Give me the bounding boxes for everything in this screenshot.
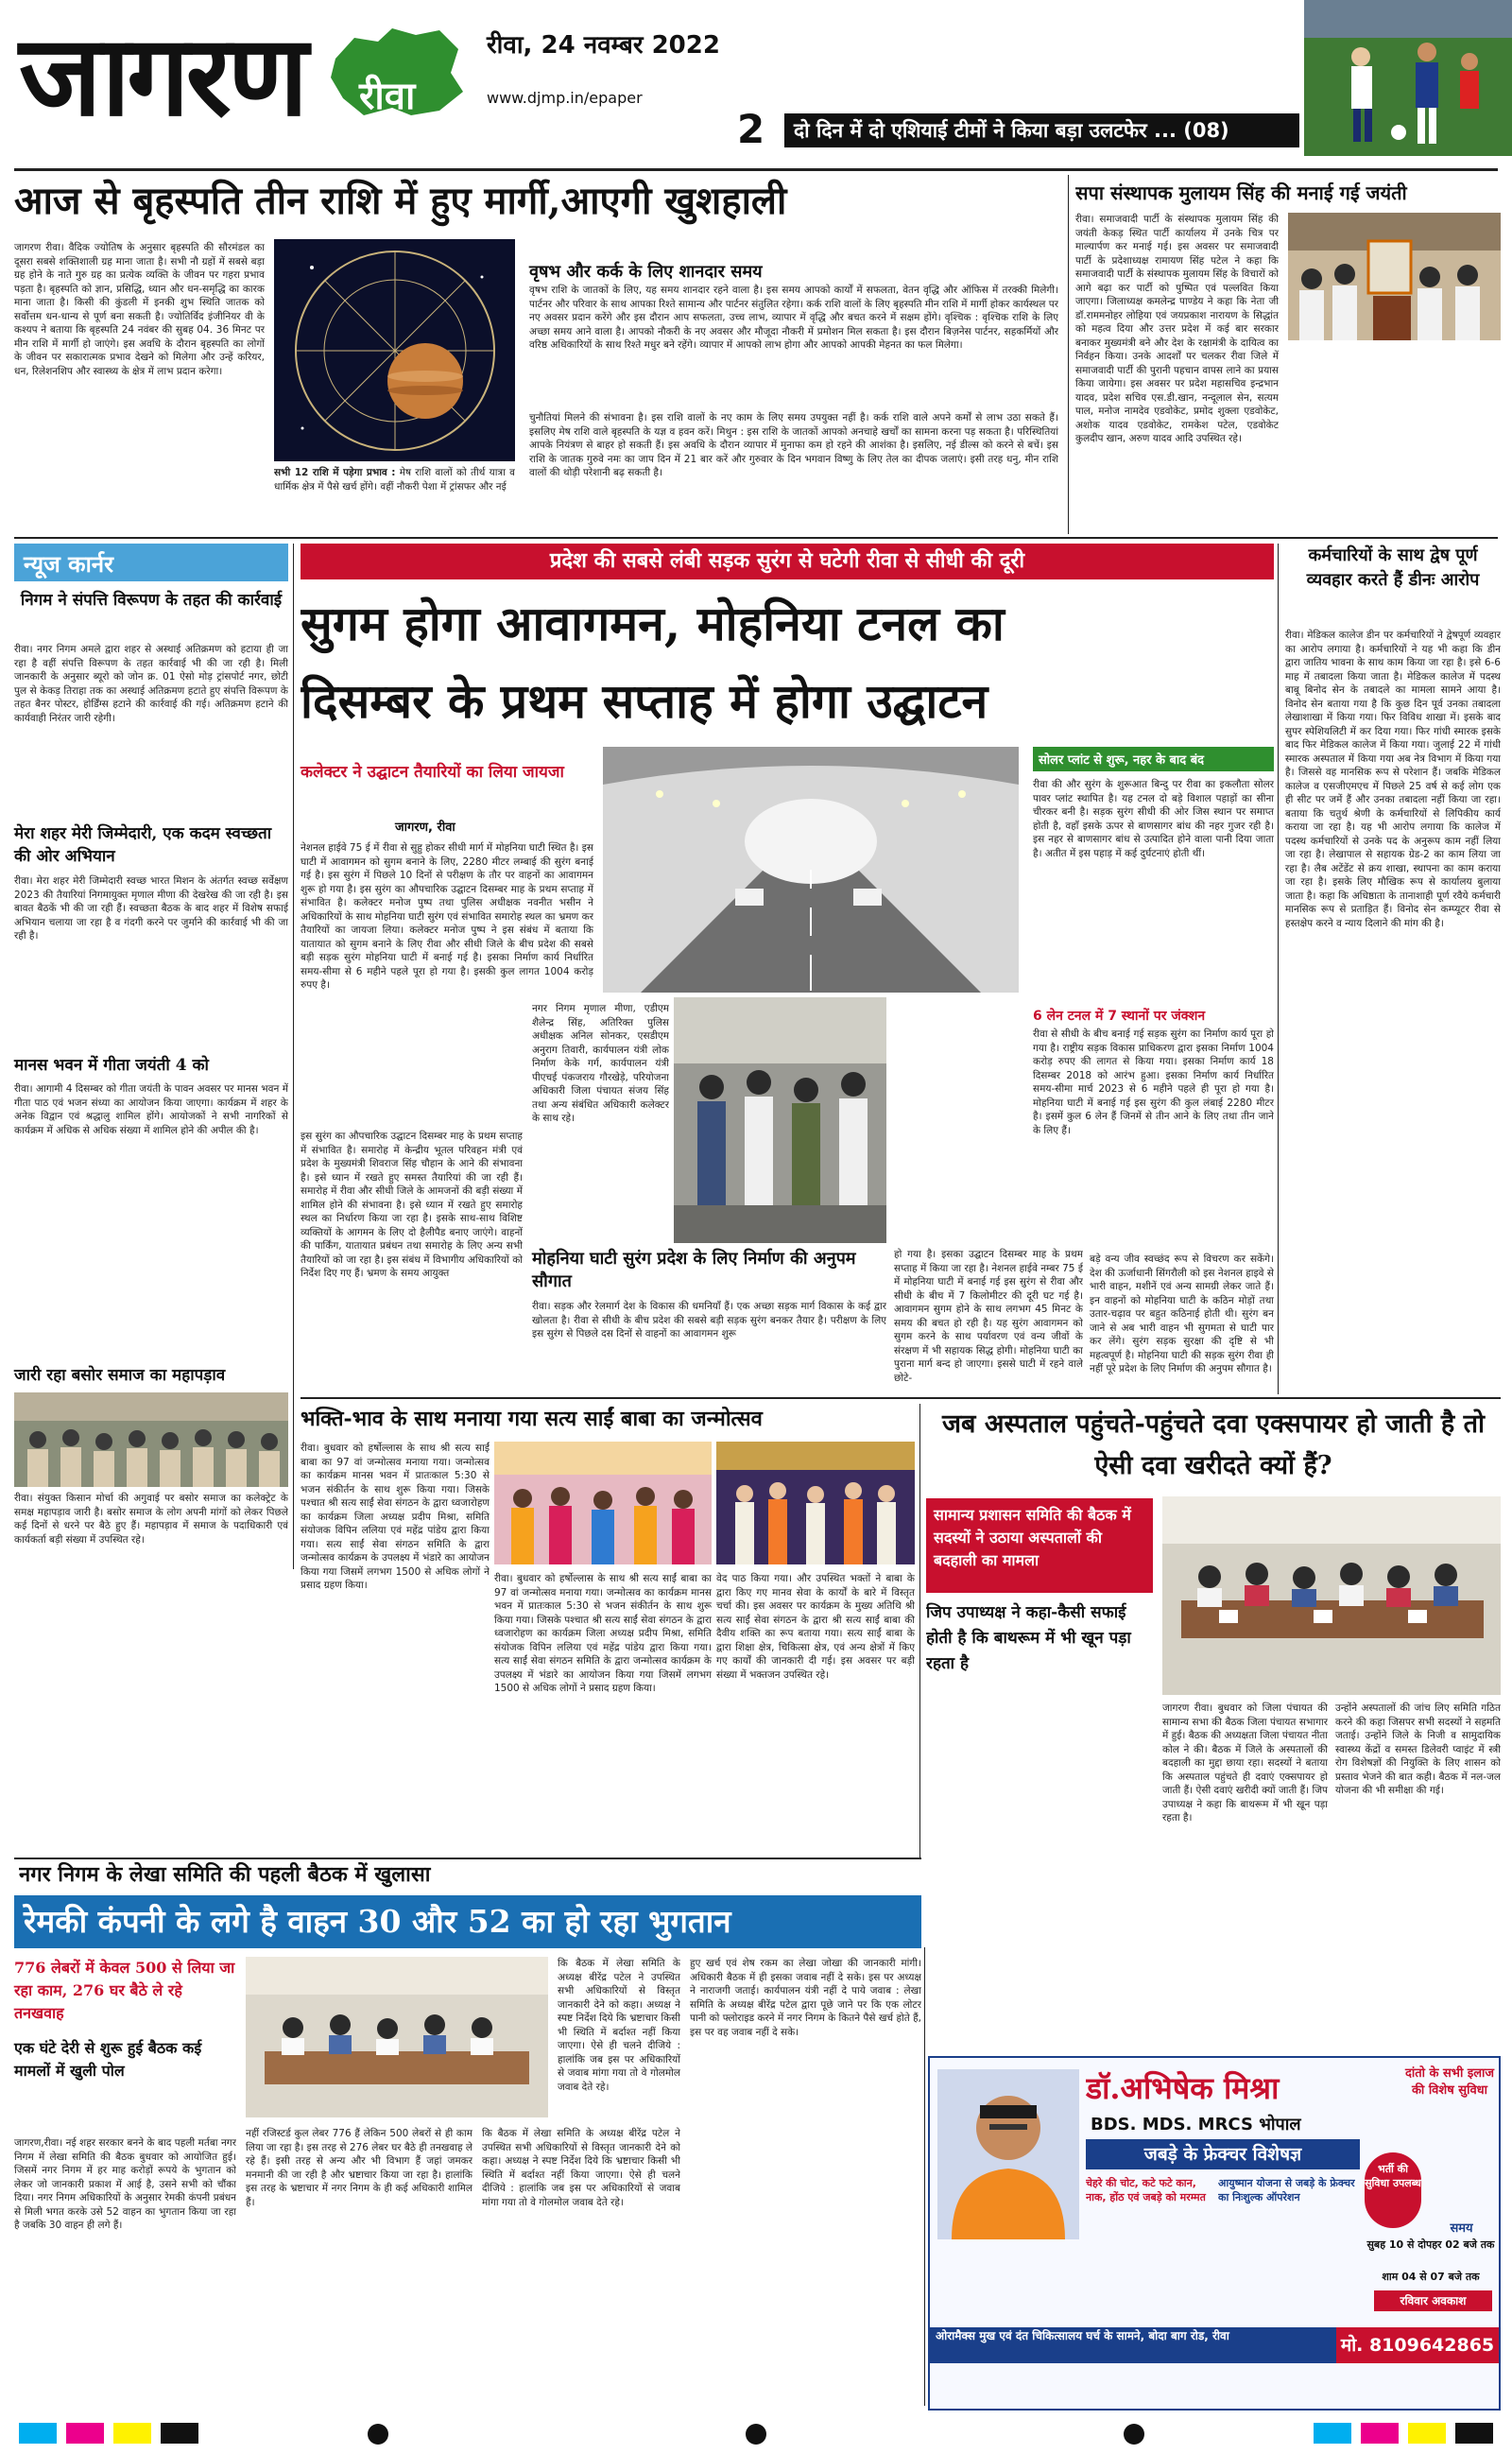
story-medicine-col2: उन्होंने अस्पतालों की जांच लिए समिति गठित करने की कहा जिसपर सभी सदस्यों ने सहमति जताई। उन्होंने जिले के निजी व सामुदायिक स्वास्थ्य केंद्रों व समस्त डिलेवरी प्वाइंट में स्त्री रोग विशेषज्ञों की नियुक्ति के लिए शासन को प्रस्ताव भेजने की बात कही। बैठक में नल-जल योजना की भी समीक्षा की गई। xyxy=(1335,1702,1501,1796)
news-item-text: रीवा। नगर निगम अमले द्वारा शहर से अस्थाई अतिक्रमण को हटाया ही जा रहा है वहीं संपत्ति विरूपण के तहत कार्रवाई भी की जा रही है। मिली जानकारी के अनुसार ब्यूरो को जोन क्र. 01 ऐसो मोड़ ट्रांसपोर्ट नगर, छोटी पुल से केकड़ तिराहा तक का अस्थाई अतिक्रमण हटाते हुए संपत्ति विरूपण के तहत बैनर पोस्टर, होर्डिंग्स हटाने की कार्रवाई की गई। अतिक्रमण हटाने की कार्यवाही निरंतर जारी रहेगी। xyxy=(14,644,288,724)
story-tunnel-headline: सुगम होगा आवागमन, मोहनिया टनल का दिसम्बर के प्रथम सप्ताह में होगा उद्घाटन xyxy=(301,596,1005,729)
news-corner-title: न्यूज कार्नर xyxy=(14,544,288,581)
ad-line2: आयुष्मान योजना से जबड़े के फ्रेक्चर का निःशुल्क ऑपरेशन xyxy=(1218,2177,1355,2203)
story-tunnel-col4: हो गया है। इसका उद्घाटन दिसम्बर माह के प्रथम सप्ताह में किया जा रहा है। नेशनल हाईवे नम्बर 75 ई में मोहनिया घाटी में बनाई गई इस सुरंग से रीवा और सीधी के बीच में 7 किलोमीटर की दूरी घट गई है। आवागमन सुगम होने के साथ लगभग 45 मिनट के समय की बचत हो रही है। यह सुरंग आवागमन को सुगम करने के साथ पर्यावरण एवं वन्य जीवों के संरक्षण में भी सहायक सिद्ध होगी। मोहनिया घाटी का पुराना मार्ग बन्द हो जाएगा। इससे घाटी में रहने वाले छोटे- xyxy=(894,1249,1083,1384)
story-nigam-kicker: नगर निगम के लेखा समिति की पहली बैठक में खुलासा xyxy=(19,1862,431,1887)
caption-label: सभी 12 राशि में पड़ेगा प्रभाव : xyxy=(274,467,396,478)
story-tunnel-byline: जागरण, रीवा xyxy=(395,821,455,835)
story-medicine-col1: जागरण रीवा। बुधवार को जिला पंचायत की सामान्य सभा की बैठक जिला पंचायत सभागार में हुई। बैठक की अध्यक्षता जिला पंचायत नीता कोल ने की। बैठक में जिले के अस्पतालों की बदहाली का मुद्दा छाया रहा। सदस्यों ने बताया कि अस्पताल पहुंचते ही दवाएं एक्सपायर हो जाती हैं। ऐसी दवाएं खरीदी क्यों जाती हैं। जिप उपाध्यक्ष ने कहा कि बाथरूम में भी खून पड़ा रहता है। xyxy=(1162,1702,1328,1823)
story-tunnel-col3: नगर निगम मृणाल मीणा, एडीएम शैलेन्द्र सिंह, अतिरिक्त पुलिस अधीक्षक अनिल सोनकर, एसडीएम अनुराग तिवारी, कार्यपालन यंत्री लोक निर्माण केके गर्ग, कार्यपालन यंत्री पीएचई पंकजराय गौरखेड़े, परियोजना अधिकारी जिला पंचायत संजय सिंह तथा अन्य संबंधित अधिकारी कलेक्टर के साथ रहे। xyxy=(532,1003,669,1124)
story-jupiter-headline: आज से बृहस्पति तीन राशि में हुए मार्गी,आएगी खुशहाली xyxy=(14,179,787,223)
story-mulayam xyxy=(1075,175,1501,534)
nigam-meeting-photo xyxy=(246,1957,548,2117)
news-item-headline: जारी रहा बसोर समाज का महापड़ाव xyxy=(14,1366,226,1385)
story-jupiter xyxy=(14,175,1063,534)
story-medicine-kicker: सामान्य प्रशासन समिति की बैठक में सदस्यों ने उठाया अस्पतालों की बदहाली का मामला xyxy=(926,1498,1153,1593)
story-tunnel-col1b: इस सुरंग का औपचारिक उद्घाटन दिसम्बर माह के प्रथम सप्ताह में संभावित है। समारोह में केन्द्रीय भूतल परिवहन मंत्री एवं प्रदेश के मुख्यमंत्री शिवराज सिंह चौहान के आने की संभावना है। इसे ध्यान में रखते हुए समस्त तैयारियां की जा रही हैं। समारोह में रीवा और सीधी जिले के आमजनों की बड़ी संख्या में शामिल होने की संभावना है। इसे ध्यान में रखते हुए समारोह स्थल का निर्धारण किया जा रहा है। इसके साथ-साथ विशिष्ट व्यक्तियों के आगमन के लिए दो हैलीपैड बनाए जाएंगे। वाहनों की पार्किंग, यातायात प्रबंधन तथा समारोह के लिए अन्य सभी तैयारियों को जा रहा है। इस संबंध में विभागीय अधिकारियों को निर्देश दिए गए हैं। भ्रमण के समय आयुक्त xyxy=(301,1131,523,1279)
story-nigam xyxy=(14,1853,921,2406)
story-nigam-col4: हुए खर्च एवं शेष रकम का लेखा जोखा की जानकारी मांगी। अधिकारी बैठक में ही इसका जवाब नहीं दे सके। इस पर अध्यक्ष ने नाराजगी जताई। कार्यपालन यंत्री नहीं दे पाये जवाब : लेखा समिति के अध्यक्ष बीरेंद्र पटेल द्वारा पूछे जाने पर कि एक लोटर पानी को फ्लोराइड करने में नगर निगम के कितने पैसे खर्च होते हैं, इस पर वह जवाब नहीं दे सके। xyxy=(690,1958,921,2038)
story-saibaba-col1: रीवा। बुधवार को हर्षोल्लास के साथ श्री सत्य साईं बाबा का 97 वां जन्मोत्सव मनाया गया। जन्मोत्सव का कार्यक्रम मानस भवन में प्रातःकाल 5:30 से भजन संकीर्तन के साथ शुरू किया गया। जिसके पश्चात श्री सत्य साईं सेवा संगठन के द्वारा ध्वजारोहण का कार्यक्रम जिला अध्यक्ष प्रदीप मिश्रा, समिति संयोजक विपिन ललिया एवं महेंद्र पांडेय द्वारा किया गया। सत्य साईं सेवा संगठन समिति के द्वारा जन्मोत्सव कार्यक्रम के उपलक्ष्य में भंडारे का आयोजन किया गया जिसमें लगभग 1500 से अधिक लोगों ने प्रसाद ग्रहण किया। xyxy=(301,1443,490,1591)
story-mulayam-headline: सपा संस्थापक मुलायम सिंह की मनाई गई जयंती xyxy=(1075,181,1407,204)
story-nigam-col1: जागरण,रीवा। नई शहर सरकार बनने के बाद पहली मर्तबा नगर निगम में लेखा समिति की बैठक बुधवार को आयोजित हुई। जिसमें नगर निगम में हर माह करोड़ों रूपये के भुगतान को लेकर जो जानकारी प्रकाश में आई है, उसने सभी को चौंका दिया। नगर निगम अधिकारियों के अनुसार रेमकी कंपनी प्रबंधन से मिली भगत करके उसे 52 वाहन का भुगतान किया जा रहा है जबकि 30 वाहन ही लगे हैं। xyxy=(14,2137,236,2231)
story-mulayam-text: रीवा। समाजवादी पार्टी के संस्थापक मुलायम सिंह की जयंती केकड़ स्थित पार्टी कार्यालय में उनके चित्र पर माल्यार्पण कर मनाई गई। इस अवसर पर समाजवादी पार्टी के प्रदेशाध्यक्ष रामायण सिंह पटेल ने कहा कि समाजवादी पार्टी के संस्थापक मुलायम सिंह के विचारों को आगे बढ़ा कर पार्टी को पुष्पित एवं पल्लवित किया जाएगा। जिलाध्यक्ष कमलेन्द्र पाण्डेय ने कहा कि नेता जी डॉ.राममनोहर लोहिया एवं जयप्रकाश नारायण के सिद्धांत को महत्व दिया और उत्तर प्रदेश में कई बार सरकार बनाकर मुख्यमंत्री बने और देश के रक्षामंत्री के दायित्व का निर्वहन किया। उनके आदर्शों पर चलकर रीवा जिले में समाजवादी पार्टी की पुरानी पहचान वापस लाने का प्रयास किया जायेगा। इस अवसर पर प्रदेश महासचिव इन्द्रभान यादव, प्रदेश सचिव एस.डी.खान, नन्दूलाल सेन, सत्यम पाल, मनोज नामदेव एडवोकेट, प्रमोद शुक्ला एडवोकेट, अशोक यादव एडवोकेट, रामकेश पटेल, एडवोकेट कुलदीप खान, अरुण यादव आदि उपस्थित रहे। xyxy=(1075,214,1279,444)
zodiac-photo xyxy=(274,239,515,461)
ad-sunday: रविवार अवकाश xyxy=(1374,2290,1492,2311)
story-nigam-sub: एक घंटे देरी से शुरू हुई बैठक कई मामलों में खुली पोल xyxy=(14,2039,202,2080)
story-saibaba-headline: भक्ति-भाव के साथ मनाया गया सत्य साईं बाबा का जन्मोत्सव xyxy=(301,1407,763,1431)
column-rule xyxy=(1068,175,1069,534)
brand-logo: जागरण xyxy=(19,9,305,141)
ad-specialty: जबड़े के फ्रेक्चर विशेषज्ञ xyxy=(1086,2139,1360,2169)
story-dean-text: रीवा। मेडिकल कालेज डीन पर कर्मचारियों ने द्वेषपूर्ण व्यवहार का आरोप लगाया है। कर्मचारियों ने यह भी कहा कि डीन द्वारा जातिय भावना के साथ काम किया जा रहा है। इसे 6-6 माह में तबादला किया जाता है। मेडिकल कालेज में पदस्थ बाबू बिनोद सेन के तबादले का मामला सामने आया है। विनोद सेन बताया गया है कि कुछ दिन पूर्व उनका तबादला लेखाशाखा में किया गया। फिर विविध शाखा में। इसके बाद सुपर स्पेशियलिटी में कर दिया गया। फिर गांधी स्मारक इसके बाद फिर मेडिकल कालेज में किया गया। जुलाई 22 में गांधी स्मारक अस्पताल में किया गया अब नेत्र विभाग में किया गया है। जिससे वह मानसिक रूप से परेशान हैं। जबकि मेडिकल कालेज व एसजीएमएच में पिछले 25 वर्ष से कई लोग एक ही सीट पर जमें हैं और उनका तबादला नहीं किया जा रहा। बताया कि चतुर्थ श्रेणी के कर्मचारियों से लिपिकीय कार्य कराया जा रहा है। यह भी आरोप लगाया कि कालेज में पदस्थ कर्मचारियों से उनके पद के अनुरूप काम नहीं लिया जा रहा है। लेखापाल से सहायक ग्रेड-2 का काम लिया जा रहा है। लैब अटेंडेंट से क्रय शाखा, स्थापना का काम कराया जा रहा है। इसके लिए मौखिक रूप से कार्यालय बुलाया जाता है। कहा कि अधिष्ठाता के तानाशाही पूर्ण रवैये कर्मचारी मानसिक रूप से प्रताड़ित हैं। विनोद सेन कम्प्यूटर रीवा से हस्तक्षेप करने व न्याय दिलाने की मांग की है। xyxy=(1285,630,1501,929)
story-dean xyxy=(1285,544,1501,1394)
news-corner xyxy=(14,544,288,1569)
story-nigam-headline: रेमकी कंपनी के लगे है वाहन 30 और 52 का हो रहा भुगतान xyxy=(14,1895,921,1948)
story-tunnel-sidebar-title: सोलर प्लांट से शुरू, नहर के बाद बंद xyxy=(1033,747,1274,771)
ad-badge: भर्ती की सुविधा उपलब्ध xyxy=(1365,2152,1421,2228)
story-tunnel-col5: बड़े वन्य जीव स्वच्छंद रूप से विचरण कर सकेंगे। देश की ऊर्जाधानी सिंगरौली को इस नेशनल हाइवे से भारी वाहन, मशीनें एवं अन्य सामग्री लेकर जाते हैं। इन वाहनों को मोहनिया घाटी के कठिन मोड़ों तथा उतार-चढ़ाव पर बहुत कठिनाई होती थी। सुरंग बन जाने से अब भारी वाहन भी सुगमता से घाटी पार कर लेंगे। सुरंग सड़क सुरक्षा की दृष्टि से भी महत्वपूर्ण है। मोहनिया घाटी की सड़क सुरंग रीवा ही नहीं पूरे प्रदेश के लिए निर्माण की अनुपम सौगात है। xyxy=(1090,1253,1274,1374)
story-nigam-col3a: कि बैठक में लेखा समिति के अध्यक्ष बीरेंद्र पटेल ने उपस्थित सभी अधिकारियों से विस्तृत जानकारी देने को कहा। अध्यक्ष ने स्पष्ट निर्देश दिये कि भ्रष्टाचार किसी भी स्थिति में बर्दाश्त नहीं किया जाएगा। ऐसे ही चलने दीजिये : हालांकि जब इस पर अधिकारियों से जवाब मांगा गया तो वे गोलमोल जवाब देते रहे। xyxy=(558,1958,680,2093)
ad-address: ओरामैक्स मुख एवं दंत चिकित्सालय घर्च के सामने, बोदा बाग रोड, रीवा xyxy=(930,2327,1336,2363)
story-tunnel-sidebar-text: रीवा की और सुरंग के शुरूआत बिन्दु पर रीवा का इकलौता सोलर पावर प्लांट स्थापित है। यह टनल दो बड़े विशाल पहाड़ों का सीना चीरकर बनी है। सड़क सुरंग सीधी की ओर जिस स्थान पर समाप्त होती है, वहाँ इसके ऊपर से बाणसागर बांध की नहर गुजर रही है। इस नहर से बाणसागर बांध से उत्पादित होने वाला पानी दिया जाता है। अतीत में इस पहाड़ में कई दुर्घटनाएं होती थीं। xyxy=(1033,779,1274,859)
teaser-bar[interactable]: दो दिन में दो एशियाई टीमों ने किया बड़ा उलटफेर ... (08) xyxy=(784,113,1299,147)
section-rule xyxy=(301,1397,1501,1399)
story-saibaba-col2: रीवा। बुधवार को हर्षोल्लास के साथ श्री सत्य साईं बाबा का 97 वां जन्मोत्सव मनाया गया। जन्मोत्सव का कार्यक्रम मानस भवन में प्रातःकाल 5:30 से भजन संकीर्तन के साथ शुरू किया गया। जिसके पश्चात श्री सत्य साईं सेवा संगठन के द्वारा ध्वजारोहण का कार्यक्रम जिला अध्यक्ष प्रदीप मिश्रा, समिति संयोजक विपिन ललिया एवं महेंद्र पांडेय द्वारा किया गया। सत्य साईं सेवा संगठन समिति के द्वारा जन्मोत्सव कार्यक्रम के उपलक्ष्य में भंडारे का आयोजन किया गया जिसमें लगभग 1500 से अधिक लोगों ने प्रसाद ग्रहण किया। xyxy=(494,1573,712,1694)
story-tunnel-kicker: प्रदेश की सबसे लंबी सड़क सुरंग से घटेगी रीवा से सीधी की दूरी xyxy=(301,544,1274,579)
story-tunnel-sub2: मोहनिया घाटी सुरंग प्रदेश के लिए निर्माण की अनुपम सौगात xyxy=(532,1249,856,1291)
story-tunnel-col1: नेशनल हाईवे 75 ई में रीवा से सुहु होकर सीधी मार्ग में मोहनिया घाटी स्थित है। इस घाटी में आवागमन को सुगम बनाने के लिए, 2280 मीटर लम्बाई की सुरंग बनाई गई है। इस सुरंग में पिछले 10 दिनों से परीक्षण के तौर पर वाहनों का आवागमन शुरू हो गया है। इस सुरंग का औपचारिक उद्घाटन दिसम्बर माह के प्रथम सप्ताह में संभावित है। कलेक्टर मनोज पुष्प तथा पुलिस अधीक्षक नवनीत भसीन ने अधिकारियों के साथ मोहनिया घाटी सुरंग एवं संभावित समारोह स्थल का भ्रमण कर तैयारियों का जायजा लिया। कलेक्टर मनोज पुष्प ने इस संबंध में बताया कि यातायात को सुगम बनाने के लिए रीवा और सीधी जिले के बीच प्रदेश की सबसे बड़ी सड़क सुरंग मोहनिया घाटी में बनाई गई है। इसका निर्माण कार्य निर्धारित समय-सीमा से 6 महीने पहले पूरा हो गया है। इसकी कुल लागत 1004 करोड़ रुपए है। xyxy=(301,842,593,991)
saibaba-event-photo xyxy=(494,1442,712,1564)
news-item-headline: मानस भवन में गीता जयंती 4 को xyxy=(14,1056,209,1075)
ad-right-title: दांतो के सभी इलाज की विशेष सुविधा xyxy=(1404,2066,1495,2098)
football-photo xyxy=(1304,0,1512,156)
saibaba-stage-photo xyxy=(716,1442,915,1564)
section-rule xyxy=(14,537,1498,539)
story-medicine-sub: जिप उपाध्यक्ष ने कहा-कैसी सफाई होती है कि बाथरूम में भी खून पड़ा रहता है xyxy=(926,1603,1131,1673)
column-rule xyxy=(924,1947,925,2406)
column-rule xyxy=(1278,544,1279,1394)
print-registration-strip xyxy=(0,2415,1512,2454)
basor-protest-photo xyxy=(14,1392,288,1487)
story-tunnel-col3b: रीवा। सड़क और रेलमार्ग देश के विकास की धमनियाँ हैं। एक अच्छा सड़क मार्ग विकास के कई द्वार खोलता है। रीवा से सीधी के बीच प्रदेश की सबसे बड़ी सड़क सुरंग बनकर तैयार है। परीक्षण के लिए इस सुरंग से पिछले दस दिनों से वाहनों का आवागमन शुरू xyxy=(532,1301,886,1339)
caption-text: मेष राशि वालों को तीर्थ यात्रा व धार्मिक क्षेत्र में पैसे खर्च होंगे। वहीं नौकरी पेशा में ट्रांसफर और नई xyxy=(274,467,515,493)
ad-phone[interactable]: मो. 8109642865 xyxy=(1336,2327,1499,2363)
story-dean-headline: कर्मचारियों के साथ द्वेष पूर्ण व्यवहार करते हैं डीनः आरोप xyxy=(1306,545,1480,590)
collector-inspection-photo xyxy=(674,997,886,1243)
news-item-text: रीवा। मेरा शहर मेरी जिम्मेदारी स्वच्छ भारत मिशन के अंतर्गत स्वच्छ सर्वेक्षण 2023 की तैयारियां निगमायुक्त मृणाल मीणा की देखरेख की जा रही है। इस बावत बैठकें भी की जा रही हैं। स्वच्छता बैठक के बाद शहर में विशेष सफाई अभियान चलाया जा रहा है व गंदगी करने पर जुर्माने की कार्रवाई भी की जा रही है। xyxy=(14,875,288,942)
column-rule xyxy=(293,544,294,1569)
story-nigam-col2: नहीं रजिस्टर्ड कुल लेबर 776 हैं लेकिन 500 लेबरों से ही काम लिया जा रहा है। इस तरह से 276 लेबर घर बैठे ही तनखवाह ले रहे हैं। इसी तरह से अन्य और भी विभाग हैं जहां जमकर मनमानी की जा रही है और भ्रष्टाचार किया जा रहा है। हालांकि इस तरह के भ्रष्टाचार में नगर निगम के ही कई अधिकारी शामिल हैं। xyxy=(246,2128,472,2208)
story-nigam-col3: कि बैठक में लेखा समिति के अध्यक्ष बीरेंद्र पटेल ने उपस्थित सभी अधिकारियों से विस्तृत जानकारी देने को कहा। अध्यक्ष ने स्पष्ट निर्देश दिये कि भ्रष्टाचार किसी भी स्थिति में बर्दाश्त नहीं किया जाएगा। ऐसे ही चलने दीजिये : हालांकि जब इस पर अधिकारियों से जवाब मांगा गया तो वे गोलमोल जवाब देते रहे। xyxy=(482,2128,680,2208)
ad-doctor-photo xyxy=(937,2069,1079,2239)
ad-line1: चेहरे की चोट, कटे फटे कान, नाक, होंठ एवं जबड़े को मरम्मत xyxy=(1086,2177,1206,2203)
story-tunnel-sub1: कलेक्टर ने उद्घाटन तैयारियों का लिया जायजा xyxy=(301,763,564,782)
news-item-text: रीवा। आगामी 4 दिसम्बर को गीता जयंती के पावन अवसर पर मानस भवन में गीता पाठ एवं भजन संध्या का आयोजन किया जाएगा। कार्यक्रम में शहर के अनेक विद्वान एवं श्रद्धालु शामिल होंगे। आयोजकों ने सभी नागरिकों से कार्यक्रम में अधिक से अधिक संख्या में शामिल होने की अपील की है। xyxy=(14,1083,288,1136)
masthead xyxy=(0,0,1512,170)
ad-degrees: BDS. MDS. MRCS भोपाल xyxy=(1091,2115,1301,2134)
meeting-photo xyxy=(1162,1496,1501,1695)
news-item-headline: मेरा शहर मेरी जिम्मेदारी, एक कदम स्वच्छता की ओर अभियान xyxy=(14,824,272,866)
story-saibaba xyxy=(301,1404,915,1801)
story-jupiter-col3: वृषभ राशि के जातकों के लिए, यह समय शानदार रहने वाला है। इस समय आपको कार्यों में सफलता, वेतन वृद्धि और ऑफिस में तरक्की मिलेगी। पार्टनर और परिवार के साथ आपका रिश्ते सामान्य और पार्टनर संतुलित रहेगा। कर्क राशि वालों के लिए बृहस्पति मीन राशि में मार्गी होकर कार्यस्थल पर नए अवसर प्रदान करेंगे और इस दौरान आप सफलता, उच्च लाभ, व्यापार में वृद्धि और बचत करने में सक्षम होंगे। वृश्चिक : वृश्चिक राशि के लिए अच्छा समय आने वाला है। आपको नौकरी के नए अवसर और मौजूदा नौकरी में प्रमोशन मिल सकता है। इस दौरान बिज़नेस पार्टनर, सहकर्मियों और वरिष्ठ अधिकारियों के साथ रिश्ते मधुर बने रहेंगे। व्यापार में आपको लाभ होगा और आपको आपकी मेहनत का फल मिलेगा। xyxy=(529,285,1058,351)
doctor-advertisement[interactable] xyxy=(928,2056,1501,2411)
tunnel-photo xyxy=(603,747,1019,993)
story-jupiter-caption xyxy=(274,466,515,523)
story-jupiter-col1: जागरण रीवा। वैदिक ज्योतिष के अनुसार बृहस्पति की सौरमंडल का दूसरा सबसे शक्तिशाली ग्रह माना जाता है। सभी नौ ग्रहों में सबसे बड़ा ग्रह होने के नाते गुरु ग्रह का प्रत्येक व्यक्ति के जीवन पर गहरा प्रभाव पड़ता है। बृहस्पति को ज्ञान, प्रसिद्धि, ध्यान और धन-समृद्धि का कारक माना जाता है। किसी की कुंडली में इनकी शुभ स्थिति जातक को सर्वोत्तम धन-धान्य से पूर्ण बना सकती है। ज्योतिर्विद इंजीनियर वी के कश्यप ने बताया कि बृहस्पति 24 नवंबर की सुबह 04. 36 मिनट पर मीन राशि में मार्गी हो जाएंगे। इस अवधि के दौरान बृहस्पति का लोगों के जीवन पर सकारात्मक प्रभाव देखने को मिलेगा और उन्हें करियर, धन, रिलेशनशिप और स्वास्थ्य के क्षेत्र में लाभ प्रदान करेगा। xyxy=(14,242,265,377)
news-item-headline: निगम ने संपत्ति विरूपण के तहत की कार्रवाई xyxy=(20,591,283,610)
ad-time1: सुबह 10 से दोपहर 02 बजे तक xyxy=(1366,2238,1495,2251)
mulayam-event-photo xyxy=(1288,213,1501,340)
ad-doctor-name: डॉ.अभिषेक मिश्रा xyxy=(1086,2070,1280,2106)
masthead-rule xyxy=(14,168,1498,171)
story-jupiter-col3b: चुनौतियां मिलने की संभावना है। इस राशि वालों के नए काम के लिए समय उपयुक्त नहीं है। कर्क राशि वाले अपने कर्मों से लाभ उठा सकते हैं। इसलिए मेष राशि वाले बृहस्पति के यज्ञ व हवन करें। मिथुन : इस राशि के जातकों आपको अनचाहे खर्चों का सामना करना पड़ सकता है। परिस्थितियां आपके नियंत्रण से बाहर हो सकती हैं। इस अवधि के दौरान व्यापार में मुनाफा कम हो रहने की आशंका है। इसलिए, नई डील्स को करने से बचें। इस राशि के जातक गुरुवे नमः का जाप दिन में 21 बार करें और गुरुवार के दिन भगवान विष्णु के लिए तेल का दीपक जलाएं। इसी तरह धनु, मीन राशि वालों की थोड़ी परेशानी बढ़ सकती है। xyxy=(529,412,1058,478)
dateline: रीवा, 24 नवम्बर 2022 xyxy=(487,31,720,60)
story-jupiter-subhead: वृषभ और कर्क के लिए शानदार समय xyxy=(529,262,763,282)
epaper-url[interactable]: www.djmp.in/epaper xyxy=(487,89,643,107)
ad-time2: शाम 04 से 07 बजे तक xyxy=(1382,2271,1480,2283)
story-tunnel-sidebar-text2: रीवा से सीधी के बीच बनाई गई सड़क सुरंग का निर्माण कार्य पूरा हो गया है। राष्ट्रीय सड़क विकास प्राधिकरण द्वारा इसका निर्माण 1004 करोड़ रुपए की लागत से किया गया। इसका निर्माण कार्य 18 दिसम्बर 2018 को आरंभ हुआ। इसका निर्माण कार्य निर्धारित समय-सीमा मार्च 2023 से 6 महीने पहले ही पूरा हो गया है। मोहनिया घाटी में बनाई गई इस सुरंग की कुल लंबाई 2280 मीटर है। इसमें कुल 6 लेन हैं जिनमें से तीन आने के लिए तथा तीन जाने के लिए हैं। xyxy=(1033,1028,1274,1136)
story-medicine-headline: जब अस्पताल पहुंचते-पहुंचते दवा एक्सपायर हो जाती है तो ऐसी दवा खरीदते क्यों हैं? xyxy=(942,1409,1485,1480)
ad-time-label: समय xyxy=(1450,2221,1473,2236)
column-rule xyxy=(919,1404,920,1858)
edition-name: रीवा xyxy=(359,74,416,118)
page-number: 2 xyxy=(737,106,765,152)
story-tunnel xyxy=(301,544,1274,1394)
news-item-text: रीवा। संयुक्त किसान मोर्चा की अगुवाई पर बसोर समाज का कलेक्ट्रेट के समक्ष महापड़ाव जारी है। बसोर समाज के लोग अपनी मांगों को लेकर पिछले कई दिनों से धरने पर बैठे हुए हैं। महापड़ाव में समाज के पदाधिकारी एवं कार्यकर्ता बड़ी संख्या में उपस्थित रहे। xyxy=(14,1493,288,1546)
story-saibaba-col3: वेद पाठ किया गया। और उपस्थित भक्तों ने बाबा के द्वारा किए गए मानव सेवा के कार्यों के बारे में विस्तृत चर्चा की। इस अवसर पर कार्यक्रम के मुख्य अतिथि श्री सत्य साईं सेवा संगठन के द्वारा श्री सत्य साईं बाबा की दैवीय शक्ति का रूप बताया गया। सत्य साईं बाबा के द्वारा शिक्षा क्षेत्र, चिकित्सा क्षेत्र, एवं अन्य क्षेत्रों में किए गए कार्यों की जानकारी दी गई। इस अवसर पर बड़ी संख्या में भक्तजन उपस्थित रहे। xyxy=(716,1573,915,1681)
story-nigam-sub-red: 776 लेबरों में केवल 500 से लिया जा रहा काम, 276 घर बैठे ले रहे तनखवाह xyxy=(14,1959,235,2022)
story-medicine xyxy=(926,1404,1501,1947)
story-tunnel-sidebar-sub: 6 लेन टनल में 7 स्थानों पर जंक्शन xyxy=(1033,1009,1206,1024)
